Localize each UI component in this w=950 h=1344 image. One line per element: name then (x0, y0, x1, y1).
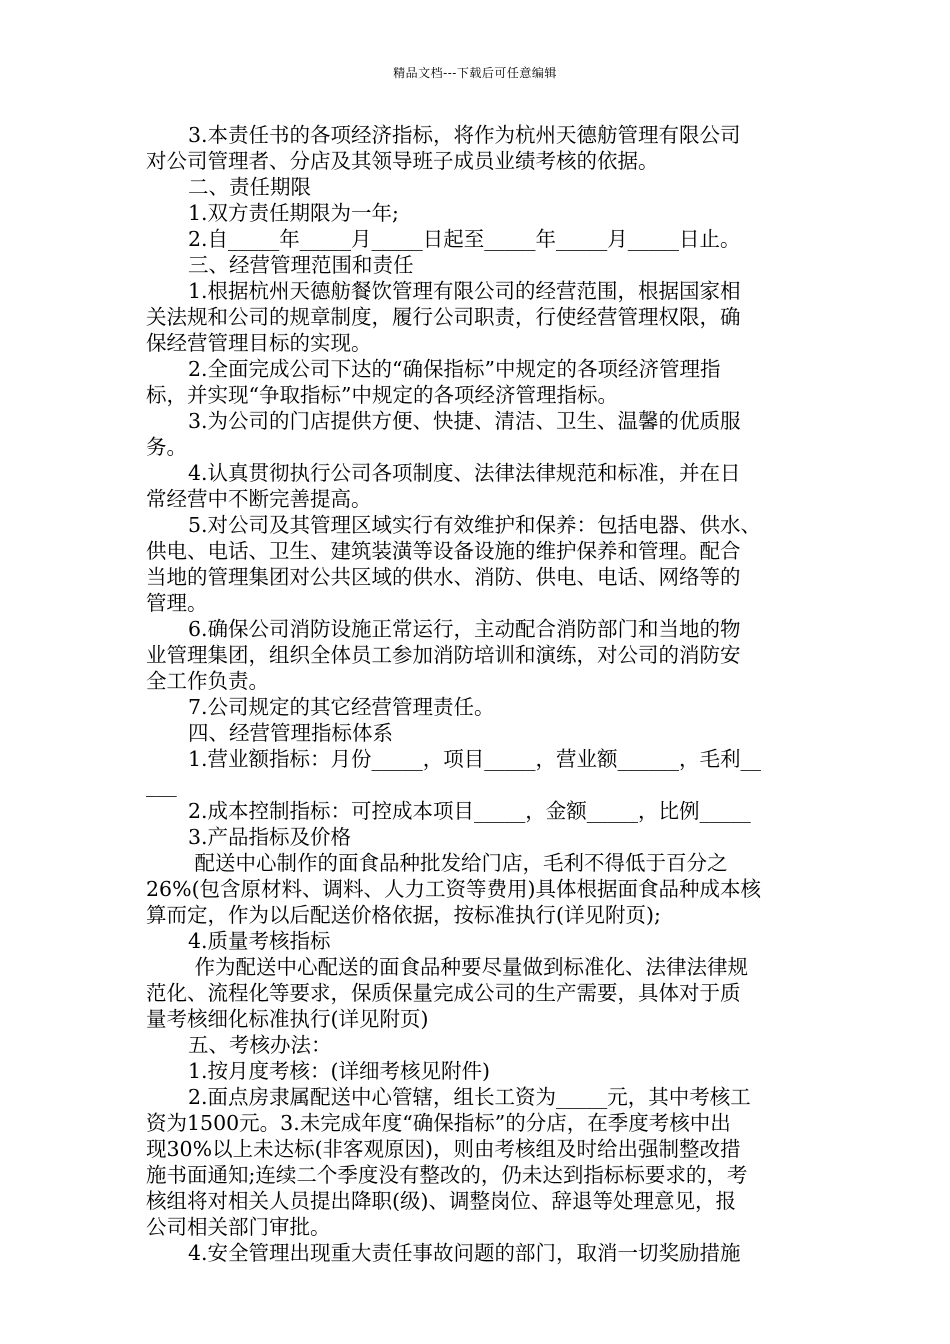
text-line: 二、责任期限 (188, 175, 311, 199)
text-line: 配送中心制作的面食品种批发给门店，毛利不得低于百分之 (188, 851, 728, 875)
text-line: 量考核细化标准执行(详见附页) (146, 1007, 429, 1031)
text-line: 全工作负责。 (146, 669, 269, 693)
text-line: 1.根据杭州天德舫餐饮管理有限公司的经营范围，根据国家相 (188, 279, 741, 303)
text-line: 4.认真贯彻执行公司各项制度、法律法律规范和标准，并在日 (188, 461, 741, 485)
text-line: 2.全面完成公司下达的“确保指标”中规定的各项经济管理指 (188, 357, 721, 381)
text-line: 供电、电话、卫生、建筑装潢等设备设施的维护保养和管理。配合 (146, 539, 741, 563)
text-line: 6.确保公司消防设施正常运行，主动配合消防部门和当地的物 (188, 617, 741, 641)
text-line: 施书面通知;连续二个季度没有整改的，仍未达到指标标要求的，考 (146, 1163, 748, 1187)
text-line: 四、经营管理指标体系 (188, 721, 393, 745)
text-line: 管理。 (146, 591, 208, 615)
text-line: 7.公司规定的其它经营管理责任。 (188, 695, 495, 719)
text-line: 范化、流程化等要求，保质保量完成公司的生产需要，具体对于质 (146, 981, 741, 1005)
text-line: 3.产品指标及价格 (188, 825, 352, 849)
text-line: 五、考核办法： (188, 1033, 332, 1057)
text-line: 3.本责任书的各项经济指标，将作为杭州天德舫管理有限公司 (188, 123, 741, 147)
text-line: 常经营中不断完善提高。 (146, 487, 372, 511)
text-line: 1.营业额指标：月份_____，项目_____，营业额______，毛利__ (188, 747, 762, 771)
text-line: 对公司管理者、分店及其领导班子成员业绩考核的依据。 (146, 149, 659, 173)
text-line: 业管理集团，组织全体员工参加消防培训和演练，对公司的消防安 (146, 643, 741, 667)
text-line: 关法规和公司的规章制度，履行公司职责，行使经营管理权限，确 (146, 305, 741, 329)
text-line: 当地的管理集团对公共区域的供水、消防、供电、电话、网络等的 (146, 565, 741, 589)
text-line: 公司相关部门审批。 (146, 1215, 331, 1239)
text-line: 1.按月度考核：(详细考核见附件) (188, 1059, 491, 1083)
text-line: 3.为公司的门店提供方便、快捷、清洁、卫生、温馨的优质服 (188, 409, 741, 433)
text-line: 资为1500元。3.未完成年度“确保指标”的分店，在季度考核中出 (146, 1111, 731, 1135)
text-line: ___ (146, 773, 177, 797)
text-line: 2.面点房隶属配送中心管辖，组长工资为_____元，其中考核工 (188, 1085, 751, 1109)
document-body (146, 122, 806, 1266)
text-line: 4.安全管理出现重大责任事故问题的部门，取消一切奖励措施 (188, 1241, 741, 1265)
text-line: 核组将对相关人员提出降职(级)、调整岗位、辞退等处理意见，报 (146, 1189, 736, 1213)
page-header: 精品文档---下载后可任意编辑 (393, 66, 557, 80)
text-line: 务。 (146, 435, 187, 459)
text-line: 标，并实现“争取指标”中规定的各项经济管理指标。 (146, 383, 618, 407)
text-line: 2.自_____年_____月_____日起至_____年_____月_____日止。 (188, 227, 741, 251)
text-line: 算而定，作为以后配送价格依据，按标准执行(详见附页); (146, 903, 661, 927)
text-line: 保经营管理目标的实现。 (146, 331, 372, 355)
text-line: 4.质量考核指标 (188, 929, 331, 953)
text-line: 26%(包含原材料、调料、人力工资等费用)具体根据面食品种成本核 (146, 877, 762, 901)
text-line: 三、经营管理范围和责任 (188, 253, 414, 277)
text-line: 1.双方责任期限为一年; (188, 201, 399, 225)
text-line: 5.对公司及其管理区域实行有效维护和保养：包括电器、供水、 (188, 513, 762, 537)
text-line: 现30%以上未达标(非客观原因)，则由考核组及时给出强制整改措 (146, 1137, 741, 1161)
text-line: 作为配送中心配送的面食品种要尽量做到标准化、法律法律规 (188, 955, 749, 979)
text-line: 2.成本控制指标：可控成本项目_____，金额_____，比例_____ (188, 799, 751, 823)
